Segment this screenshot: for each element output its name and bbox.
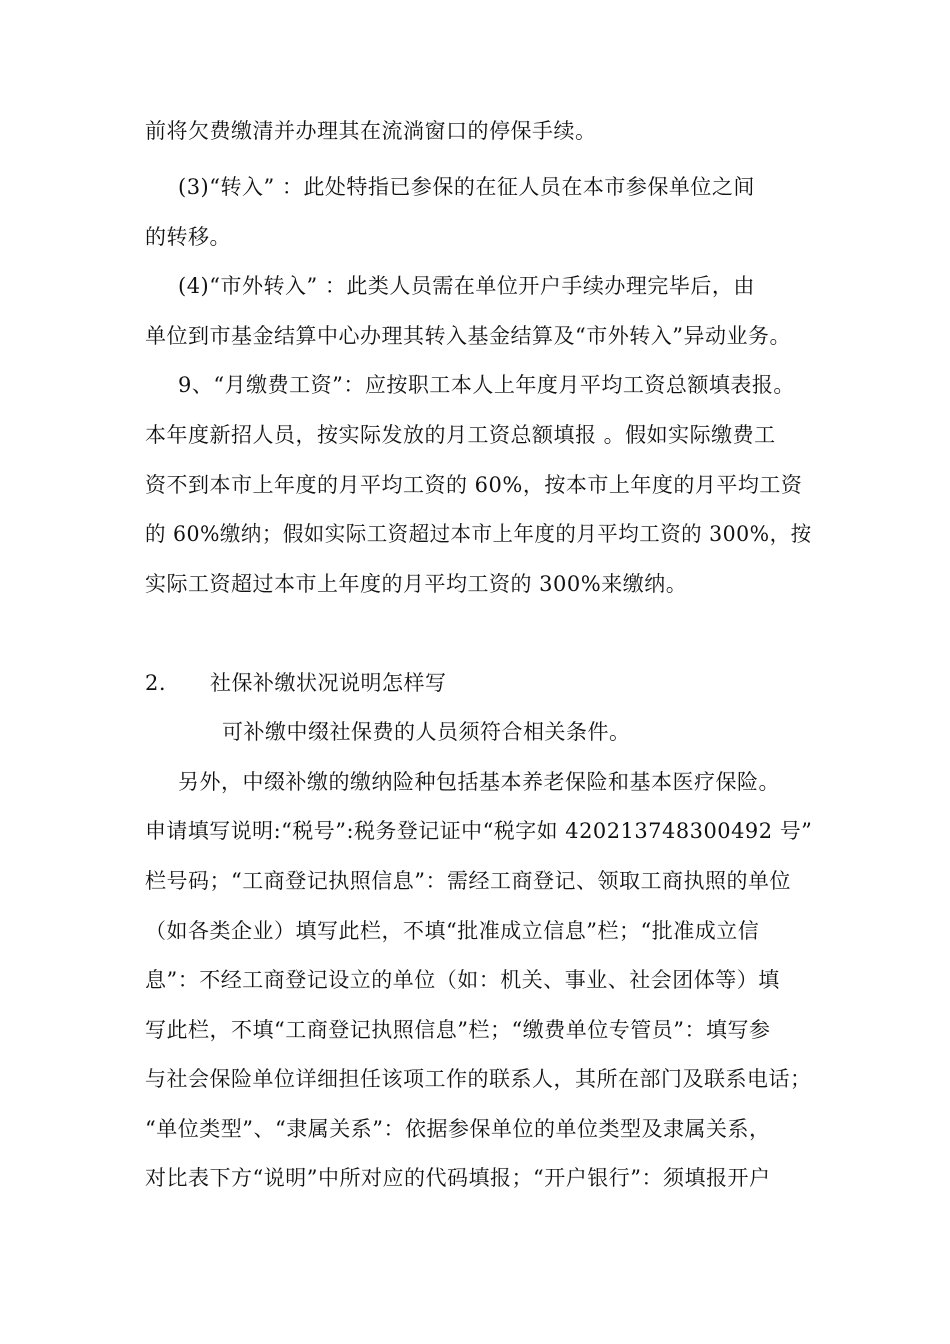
paragraph-line-1: 前将欠费缴清并办理其在流淌窗口的停保手续。 — [145, 119, 597, 143]
paragraph-line-8: 资不到本市上年度的月平均工资的 60%，按本市上年度的月平均工资 — [145, 473, 803, 497]
paragraph2-line-1: 可补缴中缀社保费的人员须符合相关条件。 — [222, 720, 631, 744]
paragraph-line-7: 本年度新招人员，按实际发放的月工资总额填报 。假如实际缴费工 — [145, 423, 776, 447]
paragraph-line-5: 单位到市基金结算中心办理其转入基金结算及“市外转入”异动业务。 — [145, 324, 791, 348]
paragraph2-line-10: 对比表下方“说明”中所对应的代码填报；“开户银行”：须填报开户 — [145, 1166, 771, 1190]
paragraph2-line-3: 申请填写说明:“税号”:税务登记证中“税字如 420213748300492 号” — [145, 819, 813, 843]
paragraph-line-3: 的转移。 — [145, 225, 231, 249]
paragraph-line-10: 实际工资超过本市上年度的月平均工资的 300%来缴纳。 — [145, 572, 688, 596]
paragraph-line-4: (4)“市外转入” ：此类人员需在单位开户手续办理完毕后，由 — [178, 274, 755, 298]
section-number: 2. — [145, 671, 167, 695]
paragraph2-line-2: 另外，中缀补缴的缴纳险种包括基本养老保险和基本医疗保险。 — [178, 770, 780, 794]
paragraph2-line-8: 与社会保险单位详细担任该项工作的联系人，其所在部门及联系电话； — [145, 1067, 812, 1091]
paragraph2-line-5: （如各类企业）填写此栏，不填“批准成立信息”栏；“批准成立信 — [145, 919, 760, 943]
paragraph2-line-9: “单位类型”、“隶属关系”：依据参保单位的单位类型及隶属关系， — [145, 1117, 771, 1141]
section-title: 社保补缴状况说明怎样写 — [210, 671, 447, 695]
paragraph-line-6: 9、“月缴费工资”：应按职工本人上年度月平均工资总额填表报。 — [178, 373, 795, 397]
paragraph2-line-6: 息”：不经工商登记设立的单位（如：机关、事业、社会团体等）填 — [145, 968, 780, 992]
paragraph-line-9: 的 60%缴纳；假如实际工资超过本市上年度的月平均工资的 300%，按 — [145, 522, 812, 546]
paragraph2-line-4: 栏号码；“工商登记执照信息”：需经工商登记、领取工商执照的单位 — [145, 869, 791, 893]
paragraph-line-2: (3)“转入” ：此处特指已参保的在征人员在本市参保单位之间 — [178, 175, 755, 199]
paragraph2-line-7: 写此栏，不填“工商登记执照信息”栏；“缴费单位专管员”：填写参 — [145, 1018, 771, 1042]
